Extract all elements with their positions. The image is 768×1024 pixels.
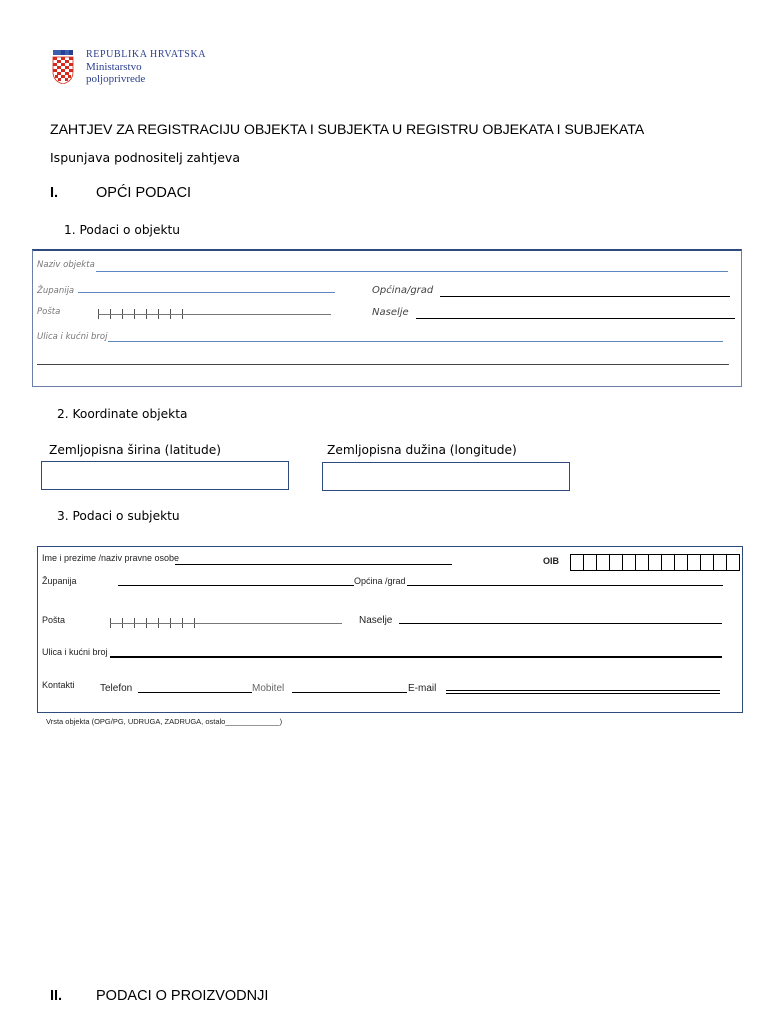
subject-county-label: Županija: [42, 576, 77, 586]
subject-data-box: [37, 546, 743, 713]
section-2-title: PODACI O PROIZVODNJI: [96, 988, 269, 1004]
contacts-label: Kontakti: [42, 680, 75, 690]
settlement-label: Naselje: [372, 307, 409, 318]
settlement-field[interactable]: [416, 318, 735, 319]
municipality-field[interactable]: [440, 296, 730, 297]
croatian-coat-of-arms-icon: [52, 50, 74, 84]
email-field-underline: [446, 693, 720, 694]
latitude-input[interactable]: [41, 461, 289, 490]
subsection-1-title: 1. Podaci o objektu: [64, 223, 181, 237]
subject-municipality-field[interactable]: [407, 585, 723, 586]
oib-label: OIB: [543, 556, 560, 566]
object-name-label: Naziv objekta: [37, 260, 95, 270]
subject-street-label: Ulica i kućni broj: [42, 647, 108, 657]
subject-street-field[interactable]: [110, 656, 722, 658]
section-1-title: OPĆI PODACI: [96, 185, 192, 201]
municipality-label: Općina/grad: [372, 285, 434, 296]
email-field[interactable]: [446, 690, 720, 691]
postal-code-boxes[interactable]: [98, 304, 194, 314]
document-title: ZAHTJEV ZA REGISTRACIJU OBJEKTA I SUBJEKTA U REGISTRU OBJEKATA I SUBJEKATA: [50, 122, 645, 138]
mobile-field[interactable]: [292, 692, 407, 693]
ministry-logo-text: [86, 49, 206, 85]
subject-postal-code-boxes[interactable]: [110, 613, 206, 623]
document-subtitle: Ispunjava podnositelj zahtjeva: [50, 150, 240, 165]
section-1-number: I.: [50, 185, 59, 201]
extra-address-line[interactable]: [37, 364, 729, 365]
name-label: Ime i prezime /naziv pravne osobe: [42, 553, 180, 563]
county-label: Županija: [37, 286, 75, 296]
longitude-input[interactable]: [322, 462, 570, 491]
subject-settlement-label: Naselje: [359, 615, 393, 626]
street-label: Ulica i kućni broj: [37, 332, 108, 342]
subject-postal-underline: [110, 623, 342, 624]
oib-input-grid[interactable]: [570, 554, 740, 571]
subject-settlement-field[interactable]: [399, 623, 722, 624]
object-name-field[interactable]: [96, 271, 728, 272]
logo-line-2: Ministarstvo: [86, 61, 142, 73]
county-field[interactable]: [78, 292, 335, 293]
subsection-3-title: 3. Podaci o subjektu: [57, 509, 180, 523]
section-2-number: II.: [50, 988, 63, 1004]
logo-line-3: poljoprivrede: [86, 73, 146, 85]
subsection-2-title: 2. Koordinate objekta: [57, 407, 188, 421]
name-field[interactable]: [175, 564, 452, 565]
postal-code-underline: [98, 314, 331, 315]
logo-line-1: REPUBLIKA HRVATSKA: [86, 49, 207, 60]
object-type-note: Vrsta objekta (OPG/PG, UDRUGA, ZADRUGA, ostalo_____________): [46, 717, 283, 726]
mobile-label: Mobitel: [252, 683, 285, 694]
subject-county-field[interactable]: [118, 585, 354, 586]
subject-post-label: Pošta: [42, 615, 66, 625]
phone-field[interactable]: [138, 692, 252, 693]
street-field[interactable]: [108, 341, 723, 342]
subject-municipality-label: Općina /grad: [354, 576, 406, 586]
phone-label: Telefon: [100, 683, 133, 694]
email-label: E-mail: [408, 683, 437, 694]
longitude-label: Zemljopisna dužina (longitude): [327, 443, 517, 457]
latitude-label: Zemljopisna širina (latitude): [49, 443, 221, 457]
post-label: Pošta: [37, 307, 61, 317]
